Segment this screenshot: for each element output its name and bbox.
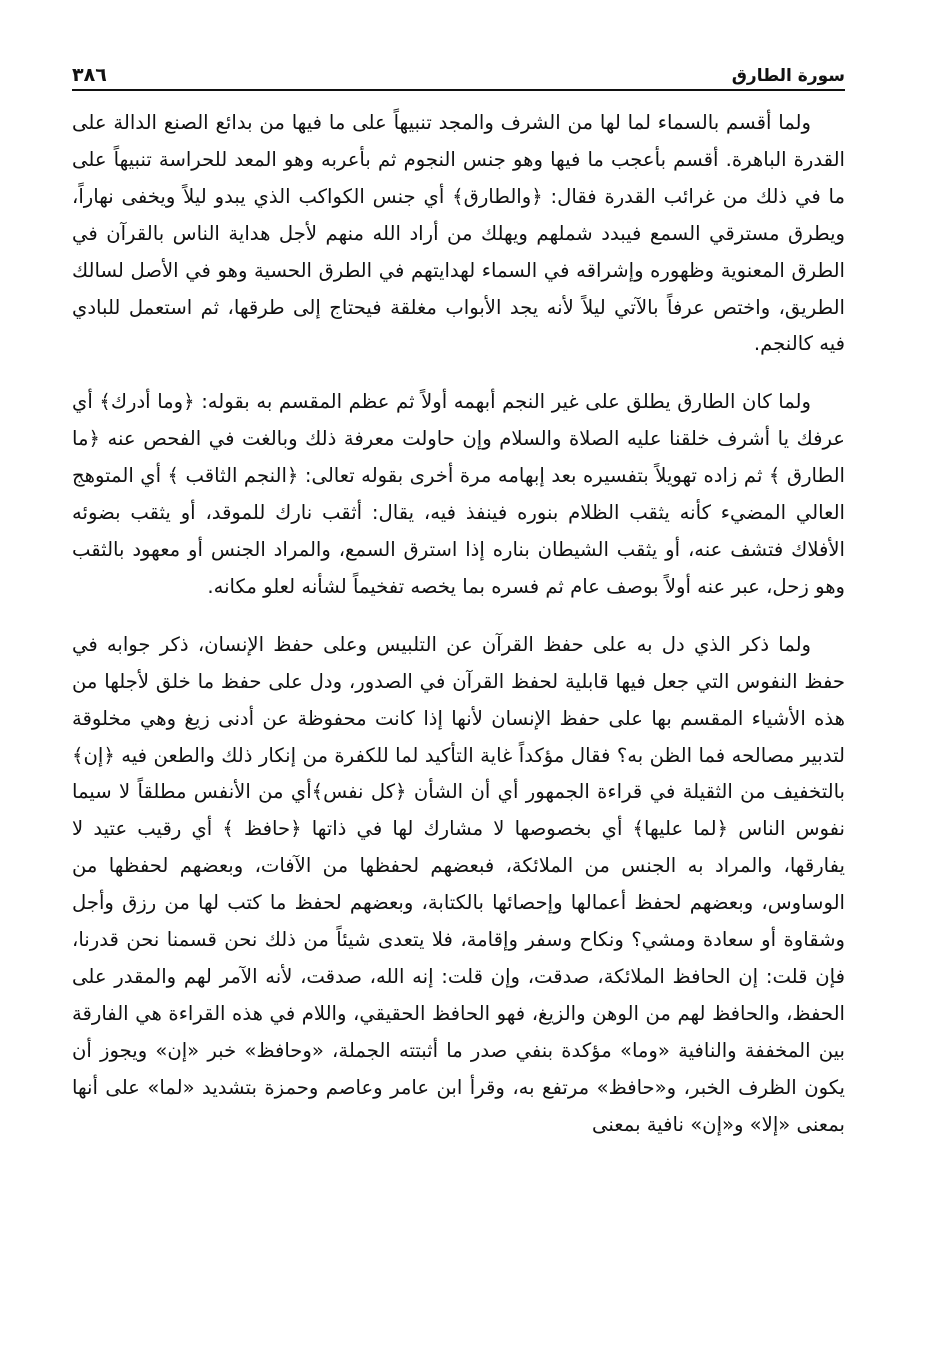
page-header <box>72 52 845 91</box>
running-title: سورة الطارق <box>731 66 845 86</box>
book-page <box>72 52 845 1312</box>
paragraph: ولما ذكر الذي دل به على حفظ القرآن عن التلبيس وعلى حفظ الإنسان، ذكر جوابه في حفظ النفوس التي جعل فيها قابلية لحفظ القرآن في الصدور، ودل على حفظ ما خلق لأجلها من هذه الأشياء المقسم بها على حفظ الإنسان لأنها إذا كانت محفوظة عن أدنى زيغ وهي مخلوقة لتدبير مصالحه فما الظن به؟ فقال مؤكداً غاية التأكيد لما للكفرة من إنكار ذلك والطعن فيه ﴿إن﴾ بالتخفيف من الثقيلة في قراءة الجمهور أي أن الشأن ﴿كل نفس﴾أي من الأنفس مطلقاً لا سيما نفوس الناس ﴿لما عليها﴾ أي بخصوصها لا مشارك لها في ذاتها ﴿حافظ ﴾ أي رقيب عتيد لا يفارقها، والمراد به الجنس من الملائكة، فبعضهم لحفظها من الآفات، وبعضهم لحفظها من الوساوس، وبعضهم لحفظ أعمالها وإحصائها بالكتابة، وبعضهم لحفظ ما كتب لها من رزق وأجل وشقاوة أو سعادة ومشي؟ ونكاح وسفر وإقامة، فلا يتعدى شيئاً من ذلك نحن قسمنا نحن قدرنا، فإن قلت: إن الحافظ الملائكة، صدقت، وإن قلت: إنه الله، صدقت، لأنه الآمر لهم والمقدر على الحفظ، والحافظ لهم من الوهن والزيغ، فهو الحافظ الحقيقي، واللام في هذه القراءة هي الفارقة بين المخففة والنافية «وما» مؤكدة بنفي صدر ما أثبتته الجملة، «وحافظ» خبر «إن» ويجوز أن يكون الظرف الخبر، و«حافظ» مرتفع به، وقرأ ابن عامر وعاصم وحمزة بتشديد «لما» على أنها بمعنى «إلا» و«إن» نافية بمعنى <box>72 632 845 1136</box>
paragraph: ولما أقسم بالسماء لما لها من الشرف والمجد تنبيهاً على ما فيها من بدائع الصنع الدالة على القدرة الباهرة. أقسم بأعجب ما فيها وهو جنس النجوم ثم بأعربه وهو المعد للحراسة تنبيهاً على ما في ذلك من غرائب القدرة فقال: ﴿والطارق﴾ أي جنس الكواكب الذي يبدو ليلاً ويخفى نهاراً، ويطرق مسترقي السمع فيبدد شملهم ويهلك من أراد الله منهم لأجل هداية الناس بالقرآن في الطرق المعنوية وظهوره وإشراقه في السماء لهدايتهم في الطرق الحسية وهو في الأصل لسالك الطريق، واختص عرفاً بالآتي ليلاً لأنه يجد الأبواب مغلقة فيحتاج إلى طرقها، ثم استعمل للبادي فيه كالنجم. <box>72 111 845 356</box>
page-number: ٣٨٦ <box>72 64 107 86</box>
paragraph: ولما كان الطارق يطلق على غير النجم أبهمه أولاً ثم عظم المقسم به بقوله: ﴿وما أدرك﴾ أي عرفك يا أشرف خلقنا عليه الصلاة والسلام وإن حاولت معرفة ذلك وبالغت في الفحص عنه ﴿ما الطارق ﴾ ثم زاده تهويلاً بتفسيره بعد إبهامه مرة أخرى بقوله تعالى: ﴿النجم الثاقب ﴾ أي المتوهج العالي المضيء كأنه يثقب الظلام بنوره فينفذ فيه، يقال: أثقب نارك للموقد، أو يثقب بضوئه الأفلاك فتشف عنه، أو يثقب الشيطان بناره إذا استرق السمع، والمراد الجنس أو معهود بالثقب وهو زحل، عبر عنه أولاً بوصف عام ثم فسره بما يخصه تفخيماً لشأنه لعلو مكانه. <box>72 390 845 598</box>
body-text <box>72 105 845 1143</box>
